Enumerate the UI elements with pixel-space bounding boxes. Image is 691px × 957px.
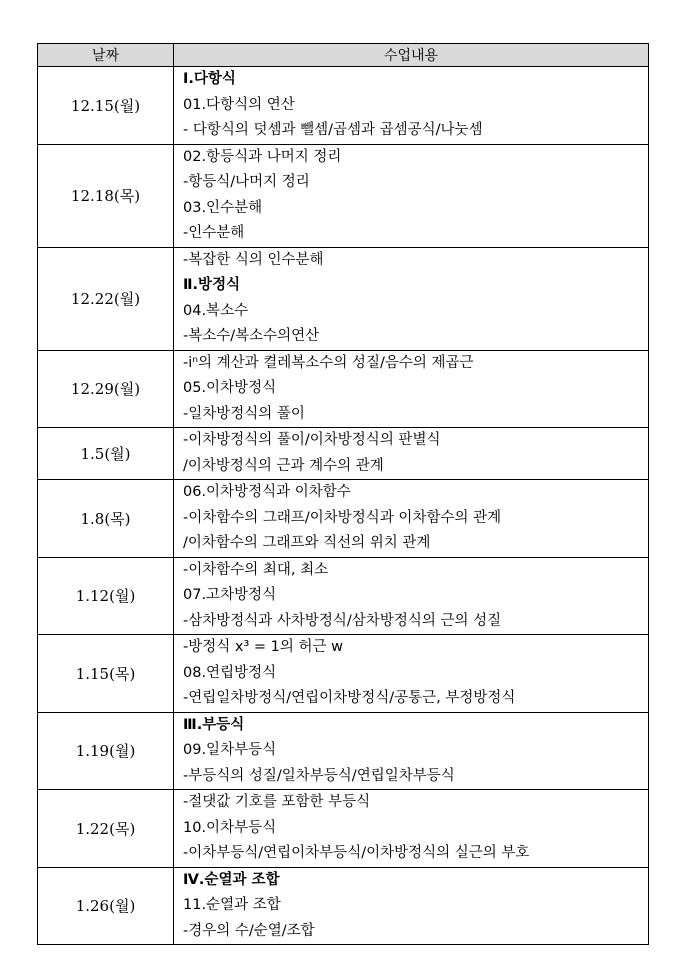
lesson-date: 1.15(목) [38,635,174,713]
chapter-heading: Ⅳ.순열과 조합 [183,871,280,888]
content-line: - 다항식의 덧셈과 뺄셈/곱셈과 곱셈공식/나눗셈 [183,122,483,138]
content-line: 08.연립방정식 [183,664,277,681]
lesson-content [174,428,649,480]
content-line: -인수분해 [183,225,245,241]
chapter-heading: Ⅰ.다항식 [183,71,236,87]
lesson-date: 1.8(목) [38,480,174,558]
lesson-content [174,144,649,247]
lesson-content [174,790,649,868]
table-header-row [38,44,649,67]
content-line: -부등식의 성질/일차부등식/연립일차부등식 [183,767,455,784]
content-line: 07.고차방정식 [183,587,277,603]
content-line: -iⁿ의 계산과 켤레복소수의 성질/음수의 제곱근 [183,354,474,371]
lesson-content [174,480,649,558]
chapter-heading: Ⅲ.부등식 [183,716,245,733]
lesson-date: 1.19(월) [38,712,174,790]
content-column-header: 수업내용 [174,44,649,67]
lesson-content [174,867,649,945]
content-line: -복잡한 식의 인수분해 [183,251,324,268]
lesson-date: 12.22(월) [38,247,174,350]
content-line: -이차부등식/연립이차부등식/이차방정식의 실근의 부호 [183,845,530,861]
table-row [38,557,649,635]
content-line: 10.이차부등식 [183,819,277,836]
table-row [38,350,649,428]
content-line: /이차방정식의 근과 계수의 관계 [183,457,384,474]
lesson-schedule-table [37,43,649,945]
content-line: -연립일차방정식/연립이차방정식/공통근, 부정방정식 [183,690,516,706]
table-row [38,480,649,558]
lesson-date: 12.18(목) [38,144,174,247]
content-line: 11.순열과 조합 [183,897,281,913]
table-row [38,428,649,480]
schedule-body [38,67,649,945]
lesson-content [174,247,649,350]
content-line: 02.항등식과 나머지 정리 [183,148,342,165]
date-column-header: 날짜 [38,44,174,67]
content-line: /이차함수의 그래프와 직선의 위치 관계 [183,535,431,551]
content-line: -일차방정식의 풀이 [183,405,305,422]
content-line: 04.복소수 [183,302,249,319]
lesson-content [174,350,649,428]
table-row [38,635,649,713]
content-line: 03.인수분해 [183,199,263,216]
table-row [38,712,649,790]
table-row [38,144,649,247]
content-line: 09.일차부등식 [183,742,277,758]
content-line: -복소수/복소수의연산 [183,328,320,344]
chapter-heading: Ⅱ.방정식 [183,277,241,293]
lesson-date: 1.5(월) [38,428,174,480]
table-row [38,67,649,145]
content-line: -경우의 수/순열/조합 [183,922,315,939]
lesson-content [174,67,649,145]
content-line: -이차함수의 그래프/이차방정식과 이차함수의 관계 [183,509,502,526]
content-line: -이차함수의 최대, 최소 [183,561,329,578]
content-line: -항등식/나머지 정리 [183,174,310,190]
content-line: 01.다항식의 연산 [183,96,295,113]
content-line: -이차방정식의 풀이/이차방정식의 판별식 [183,432,441,448]
lesson-date: 12.15(월) [38,67,174,145]
content-line: 06.이차방정식과 이차함수 [183,484,351,500]
lesson-date: 12.29(월) [38,350,174,428]
content-line: 05.이차방정식 [183,380,277,396]
lesson-date: 1.12(월) [38,557,174,635]
table-row [38,247,649,350]
lesson-content [174,712,649,790]
table-row [38,790,649,868]
lesson-content [174,635,649,713]
table-row [38,867,649,945]
content-line: -삼차방정식과 사차방정식/삼차방정식의 근의 성질 [183,612,502,629]
content-line: -절댓값 기호를 포함한 부등식 [183,794,371,810]
lesson-date: 1.26(월) [38,867,174,945]
lesson-date: 1.22(목) [38,790,174,868]
lesson-content [174,557,649,635]
content-line: -방정식 x³ = 1의 허근 w [183,639,343,655]
